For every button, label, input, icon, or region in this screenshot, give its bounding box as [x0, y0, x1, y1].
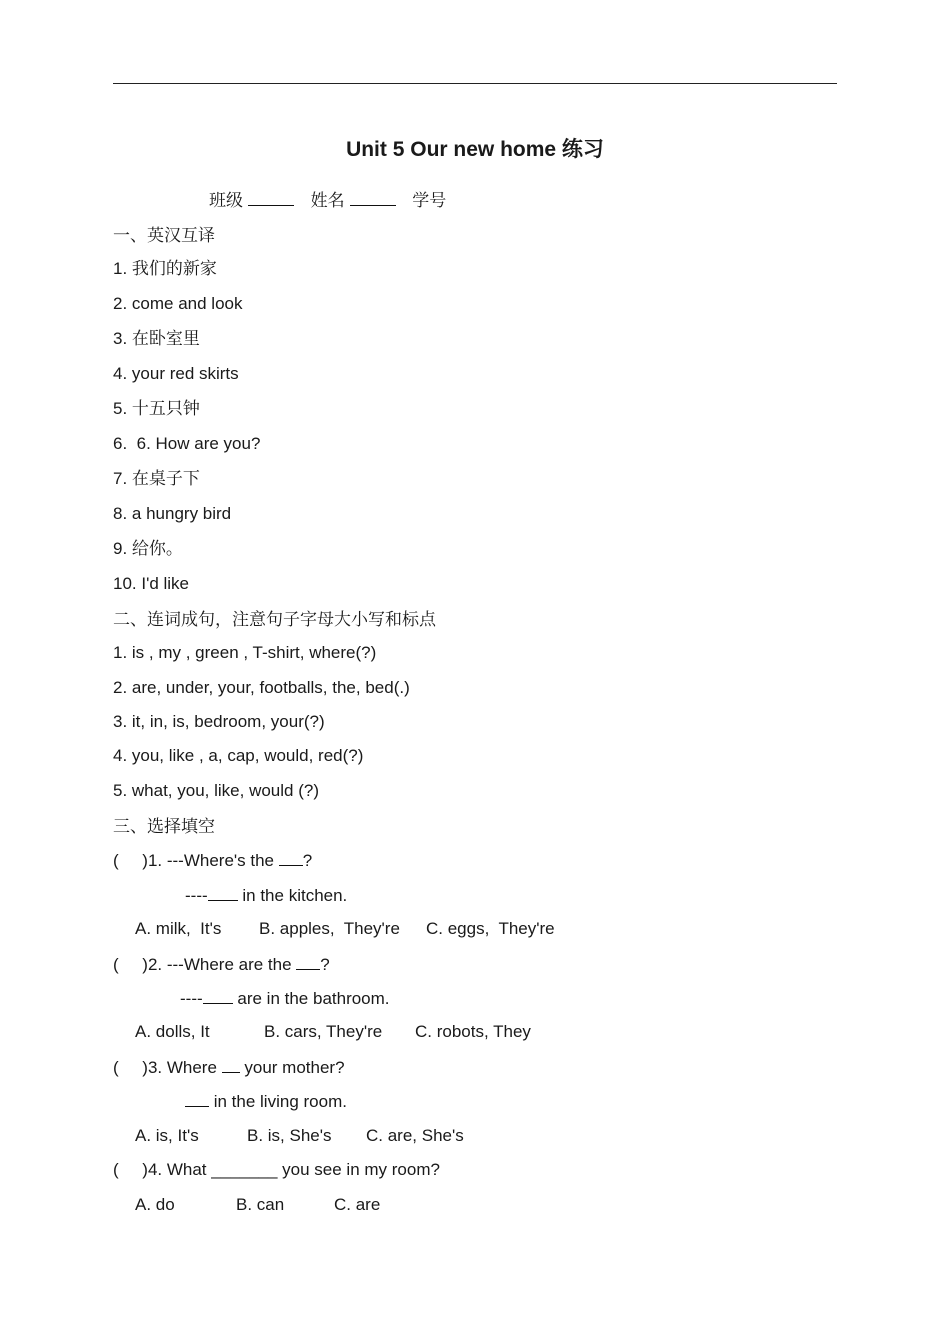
question-3-answer: in the living room. — [185, 1090, 347, 1113]
page-title — [0, 136, 950, 163]
list-item: 2. come and look — [113, 294, 243, 313]
fill-blank[interactable] — [296, 953, 320, 970]
section2-heading: 二、连词成句，注意句子字母大小写和标点 — [113, 610, 436, 630]
fill-blank[interactable] — [208, 884, 238, 901]
list-item: 9. 给你。 — [113, 539, 183, 559]
fill-blank[interactable] — [222, 1056, 240, 1073]
fill-blank[interactable] — [185, 1090, 209, 1107]
list-item: 2. are, under, your, footballs, the, bed(.) — [113, 678, 410, 697]
list-item: 8. a hungry bird — [113, 504, 232, 523]
fill-blank[interactable] — [279, 849, 303, 866]
section1-heading: 一、英汉互译 — [113, 226, 215, 246]
option-a: A. do — [135, 1195, 175, 1214]
option-a: A. is, It's — [135, 1126, 199, 1145]
option-c: C. eggs, They're — [426, 919, 555, 938]
option-b: B. apples, They're — [259, 919, 400, 938]
answer-paren[interactable]: ( ) — [113, 1160, 148, 1179]
question-4: ( )4. What _______ you see in my room? — [113, 1160, 440, 1179]
option-a: A. milk, It's — [135, 919, 222, 938]
section3-heading: 三、选择填空 — [113, 817, 215, 837]
name-label: 姓名 — [310, 191, 345, 211]
list-item: 4. you, like , a, cap, would, red(?) — [113, 746, 364, 765]
list-item: 1. is , my , green , T-shirt, where(?) — [113, 643, 377, 662]
title-english: Unit 5 Our new home — [346, 138, 562, 161]
list-item: 5. 十五只钟 — [113, 399, 200, 419]
question-2: ( )2. ---Where are the ? — [113, 955, 330, 974]
option-b: B. can — [236, 1195, 285, 1214]
list-item: 3. 在卧室里 — [113, 329, 200, 349]
answer-paren[interactable]: ( ) — [113, 851, 148, 870]
header-rule — [113, 83, 837, 84]
id-label: 学号 — [412, 191, 447, 211]
class-label: 班级 — [209, 191, 243, 211]
list-item: 6. 6. How are you? — [113, 434, 261, 453]
question-1-answer: ---- in the kitchen. — [185, 886, 348, 905]
option-c: C. robots, They — [415, 1022, 531, 1041]
question-3: ( )3. Where your mother? — [113, 1058, 345, 1077]
class-blank[interactable] — [248, 189, 294, 206]
name-blank[interactable] — [350, 189, 396, 206]
answer-paren[interactable]: ( ) — [113, 1058, 148, 1077]
list-item: 3. it, in, is, bedroom, your(?) — [113, 712, 325, 731]
option-c: C. are, She's — [366, 1126, 464, 1145]
question-2-answer: ---- are in the bathroom. — [180, 989, 390, 1008]
list-item: 7. 在桌子下 — [113, 469, 200, 489]
list-item: 1. 我们的新家 — [113, 259, 217, 279]
question-1: ( )1. ---Where's the ? — [113, 851, 313, 870]
list-item: 10. I'd like — [113, 574, 190, 593]
option-b: B. is, She's — [247, 1126, 332, 1145]
list-item: 4. your red skirts — [113, 364, 239, 383]
option-c: C. are — [334, 1195, 381, 1214]
option-b: B. cars, They're — [264, 1022, 383, 1041]
list-item: 5. what, you, like, would (?) — [113, 781, 319, 800]
answer-paren[interactable]: ( ) — [113, 955, 148, 974]
option-a: A. dolls, It — [135, 1022, 210, 1041]
student-info — [209, 189, 446, 212]
fill-blank[interactable] — [203, 987, 233, 1004]
title-chinese: 练习 — [561, 137, 604, 161]
